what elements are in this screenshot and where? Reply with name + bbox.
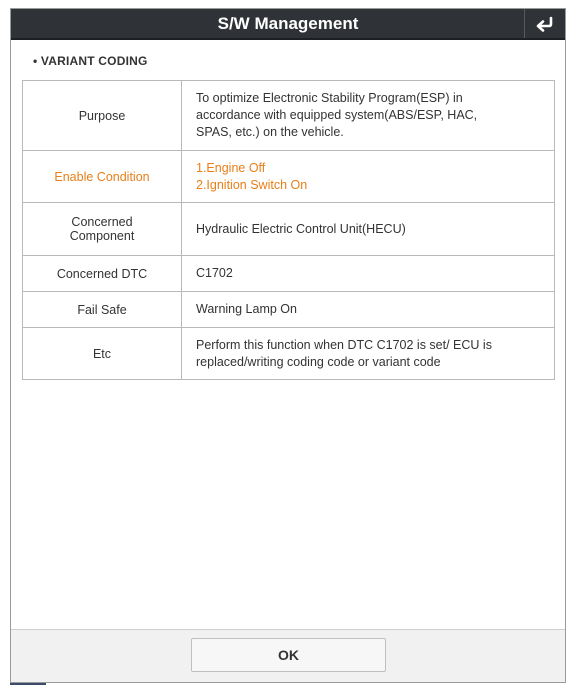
return-arrow-icon xyxy=(534,16,556,32)
back-button[interactable] xyxy=(524,9,565,38)
table-row xyxy=(23,292,555,328)
dialog-footer xyxy=(11,629,565,682)
row-value-line: To optimize Electronic Stability Program(ESP) in xyxy=(196,91,463,105)
row-value-line: Perform this function when DTC C1702 is set/ ECU is xyxy=(196,337,492,352)
row-key: Fail Safe xyxy=(23,292,182,328)
table-row xyxy=(23,151,555,203)
row-value xyxy=(182,256,555,292)
table-row xyxy=(23,328,555,380)
dialog-title: S/W Management xyxy=(217,14,359,33)
row-value-highlighted xyxy=(182,151,555,203)
row-value-line: replaced/writing coding code or variant code xyxy=(196,354,441,369)
row-key: Purpose xyxy=(23,81,182,151)
row-value-line: Warning Lamp On xyxy=(196,302,297,316)
section-label: • VARIANT CODING xyxy=(33,54,148,68)
row-value-line: accordance with equipped system(ABS/ESP, HAC, xyxy=(196,108,478,122)
row-value-line: C1702 xyxy=(196,266,233,280)
row-value xyxy=(182,328,555,380)
row-value xyxy=(182,81,555,151)
row-key: Etc xyxy=(23,328,182,380)
decorative-corner-mark xyxy=(10,683,46,685)
row-value xyxy=(182,292,555,328)
row-value xyxy=(182,203,555,256)
table-row xyxy=(23,81,555,151)
row-value-line: 1.Engine Off xyxy=(196,160,266,175)
sw-management-dialog xyxy=(10,8,566,683)
row-key: Concerned DTC xyxy=(23,256,182,292)
info-table xyxy=(22,80,555,380)
row-value-line: SPAS, etc.) on the vehicle. xyxy=(196,125,344,139)
row-value-line: 2.Ignition Switch On xyxy=(196,177,308,192)
row-key-highlighted: Enable Condition xyxy=(23,151,182,203)
row-value-line: Hydraulic Electric Control Unit(HECU) xyxy=(196,221,406,236)
title-bar xyxy=(11,9,565,40)
row-key-line: Concerned xyxy=(71,215,133,229)
table-row xyxy=(23,203,555,256)
row-key xyxy=(23,203,182,256)
table-row xyxy=(23,256,555,292)
ok-button[interactable]: OK xyxy=(191,638,386,672)
row-key-line: Component xyxy=(69,229,135,243)
